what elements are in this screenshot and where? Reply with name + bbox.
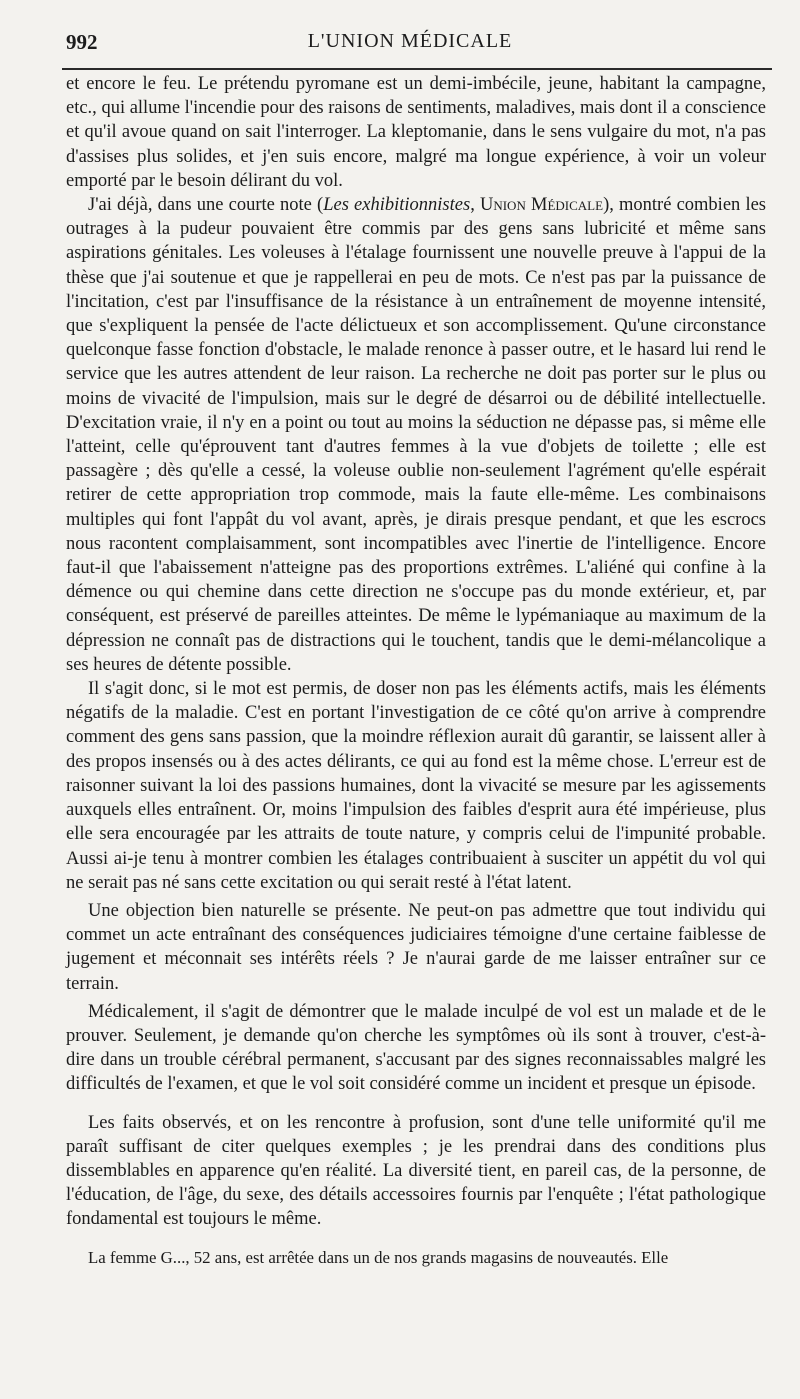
case-paragraph: La femme G..., 52 ans, est arrêtée dans un de nos grands magasins de nouveautés. Elle <box>88 1247 669 1267</box>
page-number: 992 <box>66 30 98 54</box>
paragraph: Il s'agit donc, si le mot est permis, de doser non pas les éléments actifs, mais les éléments négatifs de la maladie. C'est en portant l'investigation de ce côté qu'on arrive à comprendre comment des gens sans passion, que la moindre réflexion aurait dû garantir, se laissent aller à des propos insensés ou à des actes délirants, ce qui au fond est la même chose. L'erreur est de raisonner suivant la loi des passions humaines, dont la vivacité se mesure par les agissements auxquels elles entraînent. Or, moins l'impulsion des faibles d'esprit aura été impérieuse, plus elle sera encouragée par les attraits de toute nature, y compris celui de l'impunité probable. Aussi ai-je tenu à montrer combien les étalages contribuaient à susciter un appétit du vol qui ne serait pas né sans cette excitation ou qui serait resté à l'état latent. <box>66 679 766 893</box>
running-title: L'UNION MÉDICALE <box>307 30 513 52</box>
journal-name: Union Médicale <box>479 195 604 216</box>
paragraph: Une objection bien naturelle se présente. Ne peut-on pas admettre que tout individu qui commet un acte entraînant des conséquences judiciaires témoigne d'une certaine faiblesse de jugement et méconnait ses intérêts réels ? Je n'aurai garde de me laisser entraîner sur ce terrain. <box>66 900 766 994</box>
text-run: ), montré combien les outrages à la pudeur pouvaient être commis par des gens sans lubricité et même sans aspirations génitales. Les voleuses à l'étalage fournissent une nouvelle preuve à l'appui de la thèse que j'ai soutenue et que je rappellerai en peu de mots. Ce n'est pas par la puissance de l'incitation, c'est par l'insuffisance de la résistance à un entraînement de moyenne intensité, que s'expliquent la pensée de l'acte délictueux et son accomplissement. Qu'une circonstance quelconque fasse fonction d'obstacle, le malade renonce à passer outre, et le hasard lui rend le service que les autres attendent de leur raison. La recherche ne doit pas porter sur le plus ou moins de vivacité de l'impulsion, mais sur le degré de désarroi ou de débilité intellectuelle. D'excitation vraie, il n'y en a point ou tout au moins la séduction ne dépasse pas, si même elle l'atteint, celle qu'éprouvent tant d'autres femmes à la vue d'objets de toilette ; elle est passagère ; dès qu'elle a cessé, la voleuse oublie non-seulement l'agrément qu'elle espérait retirer de cette appropriation trop commode, mais la faute elle-même. Les combinaisons multiples qui font l'appât du vol avant, après, je dirais presque pendant, et que les escrocs nous racontent complaisamment, sont incompatibles avec l'inertie de l'intelligence. Encore faut-il que l'abaissement n'atteigne pas des proportions extrêmes. L'aliéné qui confine à la démence ou qui chemine dans cette direction ne s'occupe pas du monde extérieur, et, par conséquent, est préservé de pareilles atteintes. De même le lypémaniaque au maximum de la dépression ne connaît pas de distractions qui le touchent, tandis que le demi-mélancolique a ses heures de détente possible. <box>66 195 767 675</box>
header-rule <box>62 68 772 70</box>
paragraph: Médicalement, il s'agit de démontrer que le malade inculpé de vol est un malade et de le prouver. Seulement, je demande qu'on cherche les symptômes où ils sont à trouver, c'est-à-dire dans un trouble cérébral permanent, s'accusant par des signes reconnaissables malgré les difficultés de l'examen, et que le vol soit considéré comme un incident et presque un épisode. <box>66 1001 766 1095</box>
body-text <box>66 72 766 1270</box>
text-run: J'ai déjà, dans une courte note ( <box>88 195 324 216</box>
paragraph: Les faits observés, et on les rencontre à profusion, sont d'une telle uniformité qu'il me paraît suffisant de citer quelques exemples ; je les prendrai dans des conditions plus dissemblables en apparence qu'en réalité. La diversité tient, en pareil cas, de la personne, de l'éducation, de l'âge, du sexe, des détails accessoires fournis par l'enquête ; l'état pathologique fondamental est toujours le même. <box>66 1112 766 1230</box>
citation-title: Les exhibitionnistes <box>323 195 471 216</box>
paragraph: J'ai déjà, dans une courte note (Les exhibitionnistes, Union Médicale), montré combien les outrages à la pudeur pouvaient être commis par des gens sans lubricité et même sans aspirations génitales. Les voleuses à l'étalage fournissent une nouvelle preuve à l'appui de la thèse que j'ai soutenue et que je rappellerai en peu de mots. Ce n'est pas par la puissance de l'incitation, c'est par l'insuffisance de la résistance à un entraînement de moyenne intensité, que s'expliquent la pensée de l'acte délictueux et son accomplissement. Qu'une circonstance quelconque fasse fonction d'obstacle, le malade renonce à passer outre, et le hasard lui rend le service que les autres attendent de leur raison. La recherche ne doit pas porter sur le plus ou moins de vivacité de l'impulsion, mais sur le degré de désarroi ou de débilité intellectuelle. D'excitation vraie, il n'y en a point ou tout au moins la séduction ne dépasse pas, si même elle l'atteint, celle qu'éprouvent tant d'autres femmes à la vue d'objets de toilette ; elle est passagère ; dès qu'elle a cessé, la voleuse oublie non-seulement l'agrément qu'elle espérait retirer de cette appropriation trop commode, mais la faute elle-même. Les combinaisons multiples qui font l'appât du vol avant, après, je dirais presque pendant, et que les escrocs nous racontent complaisamment, sont incompatibles avec l'inertie de l'intelligence. Encore faut-il que l'abaissement n'atteigne pas des proportions extrêmes. L'aliéné qui confine à la démence ou qui chemine dans cette direction ne s'occupe pas du monde extérieur, et, par conséquent, est préservé de pareilles atteintes. De même le lypémaniaque au maximum de la dépression ne connaît pas de distractions qui le touchent, tandis que le demi-mélancolique a ses heures de détente possible. <box>66 195 767 675</box>
page-header <box>60 28 760 58</box>
paragraph: et encore le feu. Le prétendu pyromane est un demi-imbécile, jeune, habitant la campagne, etc., qui allume l'incendie pour des raisons de sentiments, maladives, mais dont il a conscience et qu'il avoue quand on sait l'interroger. La kleptomanie, dans le sens vulgaire du mot, n'a pas d'assises plus solides, et j'en suis encore, malgré ma longue expérience, à voir un voleur emporté par le besoin délirant du vol. <box>66 74 766 191</box>
